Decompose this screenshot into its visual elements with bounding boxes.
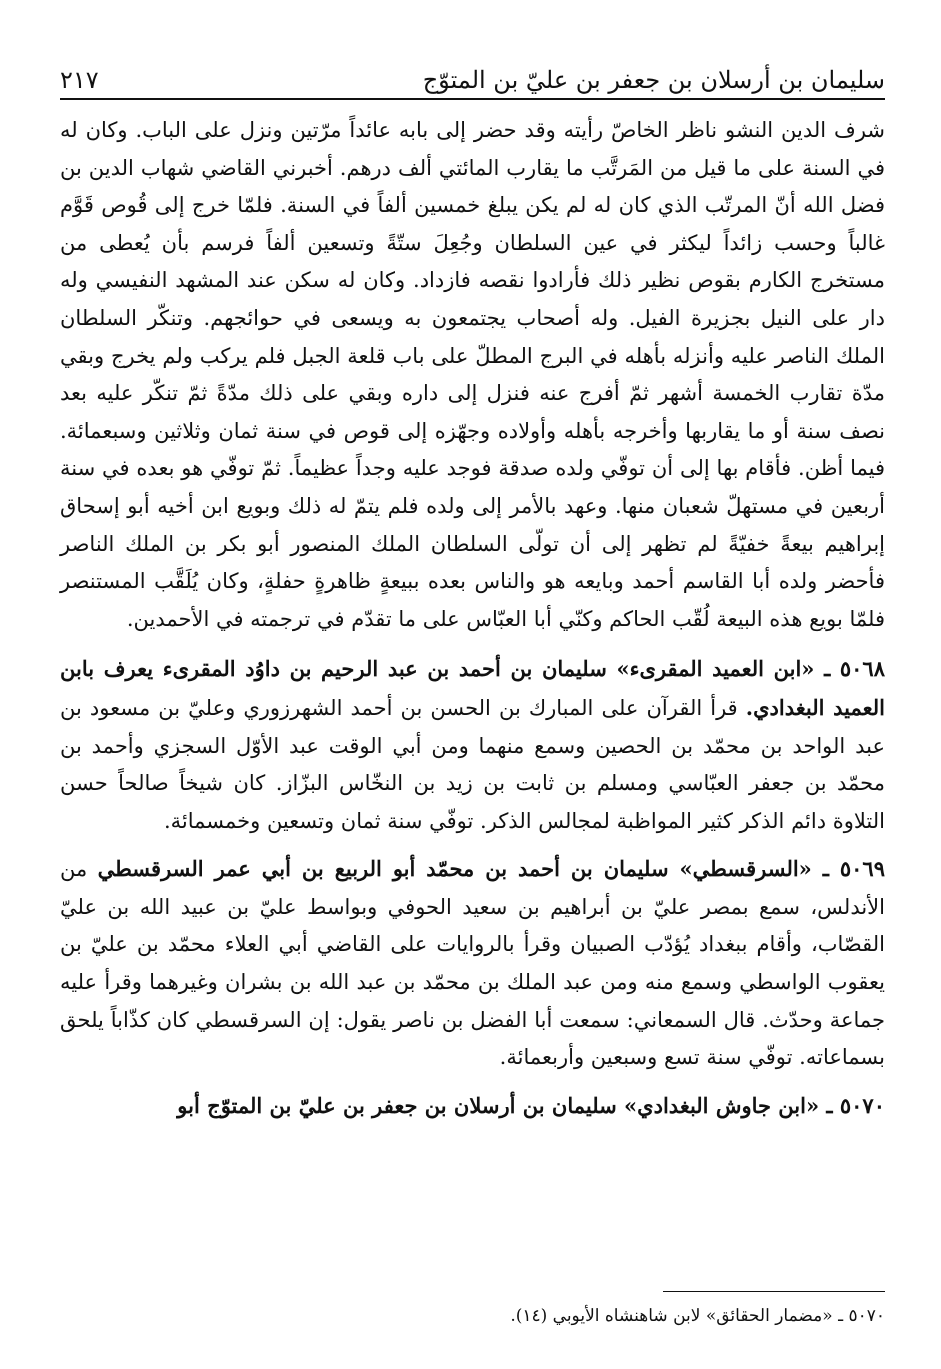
running-head: سليمان بن أرسلان بن جعفر بن عليّ بن المتوّج [422, 66, 885, 94]
entry-text: شرف الدين النشو ناظر الخاصّ رأيته وقد حضر إلى بابه عائداً مرّتين ونزل على الباب. وكان له في السنة على ما قيل من المَرتَّب ما يقارب المائتي ألف درهم. أخبرني القاضي شهاب الدين بن فضل الله أنّ المرتّب الذي كان له لم يكن يبلغ خمسين ألفاً في السنة. فلمّا خرج إلى قُوص قَوَّم غالباً وحسب زائداً ليكثر في عين السلطان وجُعِلَ ستّةً وتسعين ألفاً فرسم بأن يُعطى من مستخرج الكارم بقوص نظير ذلك فأرادوا نقصه فازداد. وكان له سكن عند المشهد النفيسي وله دار على النيل بجزيرة الفيل. وله أصحاب يجتمعون به ويسعى في حوائجهم. وتنكّر السلطان الملك الناصر عليه وأنزله بأهله في البرج المطلّ على باب قلعة الجبل فلم يركب ولم يخرج وبقي مدّة تقارب الخمسة أشهر ثمّ أفرج عنه فنزل إلى داره وبقي على ذلك مدّةً ثمّ تنكّر عليه بعد نصف سنة أو ما يقاربها وأخرجه بأهله وأولاده وجهّزه إلى قوص في سنة ثمان وثلاثين وسبعمائة. فيما أظن. فأقام بها إلى أن توفّي ولده صدقة فوجد عليه وجداً عظيماً. ثمّ توفّي هو بعده في سنة أربعين في مستهلّ شعبان منها. وعهد بالأمر إلى ولده فلم يتمّ له ذلك وبويع ابن أخيه أبو إسحاق إبراهيم بيعةً خفيّةً لم تظهر إلى أن تولّى السلطان الملك المنصور أبو بكر بن الملك الناصر فأحضر ولده أبا القاسم أحمد وبايعه هو والناس بعده ببيعةٍ ظاهرةٍ حفلةٍ، وكان يُلَقَّب المستنصر فلمّا بويع هذه البيعة لُقّب الحاكم وكنّي أبا العبّاس على ما تقدّم في ترجمته في الأحمدين. [60, 118, 885, 631]
entry-text: من الأندلس، سمع بمصر عليّ بن أبراهيم بن سعيد الحوفي وبواسط عليّ بن عبيد الله بن عليّ القصّاب، وأقام ببغداد يُؤدّب الصبيان وقرأ بالروايات على القاضي أبي العلاء محمّد بن عليّ بن يعقوب الواسطي وسمع منه ومن عبد الملك بن محمّد بن عبد الله بن بشران وغيرهما وقرأ عليه جماعة وحدّث. قال السمعاني: سمعت أبا الفضل بن ناصر يقول: إن السرقسطي كان كذّاباً يلحق بسماعاته. توفّي سنة تسع وسبعين وأربعمائة. [60, 857, 885, 1070]
page-number: ٢١٧ [60, 66, 99, 94]
body-text [60, 112, 885, 1135]
entry-5070 [60, 1087, 885, 1126]
entry-heading: ٥٠٦٩ ـ «السرقسطي» سليمان بن أحمد بن محمّد أبو الربيع بن أبي عمر السرقسطي [97, 856, 885, 882]
entry-continuation [60, 112, 885, 638]
entry-heading: ٥٠٦٨ ـ «ابن العميد المقرىء» سليمان بن أحمد بن عبد الرحيم بن داوُد المقرىء يعرف بابن العميد البغدادي. [60, 656, 885, 720]
footnote: ٥٠٧٠ ـ «مضمار الحقائق» لابن شاهنشاه الأيوبي (١٤). [510, 1306, 885, 1326]
footnote-rule [663, 1291, 885, 1292]
page-header [60, 46, 885, 94]
entry-5069 [60, 850, 885, 1077]
header-rule [60, 98, 885, 100]
entry-text: قرأ القرآن على المبارك بن الحسن بن أحمد الشهرزوري وعليّ بن مسعود بن عبد الواحد بن محمّد بن الحصين وسمع منهما ومن أبي الوقت عبد الأوّل السجزي وأحمد بن محمّد بن جعفر العبّاسي ومسلم بن ثابت بن زيد بن النخّاس البزّاز. كان شيخاً صالحاً حسن التلاوة دائم الذكر كثير المواظبة لمجالس الذكر. توفّي سنة ثمان وتسعين وخمسمائة. [60, 695, 885, 833]
entry-heading: ٥٠٧٠ ـ «ابن جاوش البغدادي» سليمان بن أرسلان بن جعفر بن عليّ بن المتوّج أبو [177, 1092, 885, 1118]
book-page [60, 0, 885, 1369]
entry-5068 [60, 650, 885, 840]
